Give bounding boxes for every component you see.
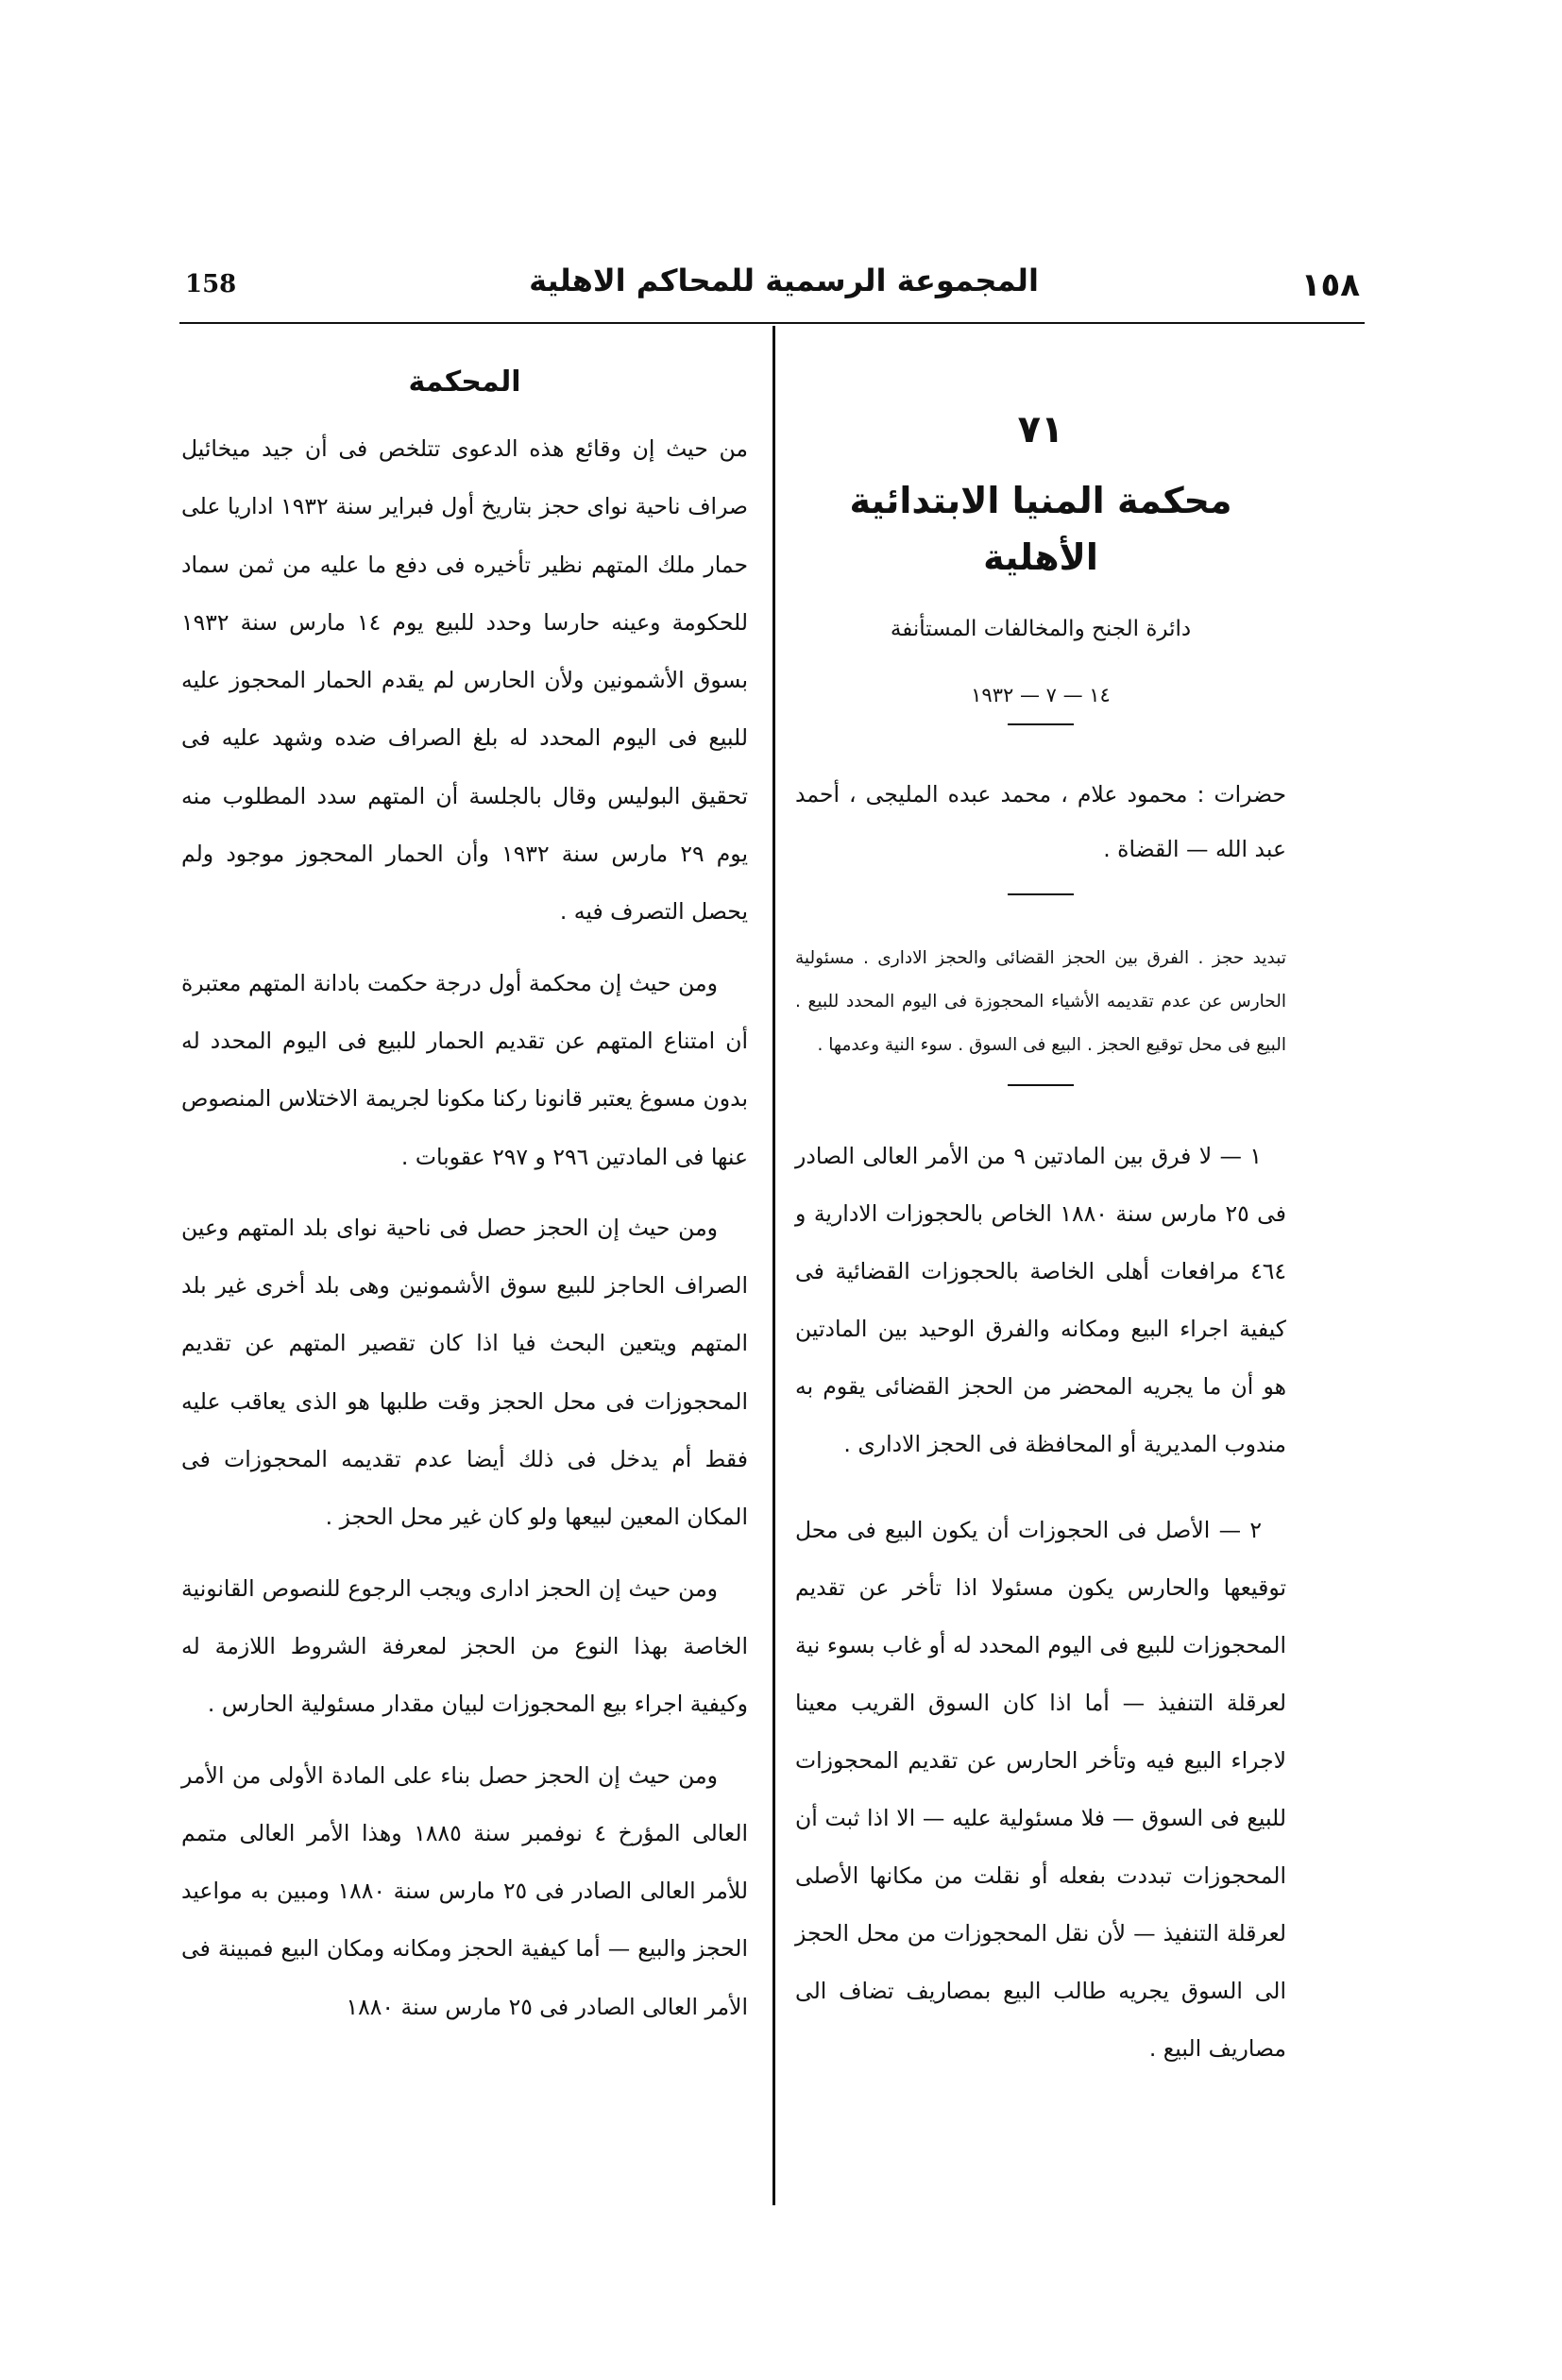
court-name: محكمة المنيا الابتدائية الأهلية <box>849 480 1232 578</box>
right-column <box>795 406 1286 2106</box>
divider <box>1008 1084 1074 1086</box>
legal-principle: ١ — لا فرق بين المادتين ٩ من الأمر العالى الصادر فى ٢٥ مارس سنة ١٨٨٠ الخاص بالحجوزات الادارية و ٤٦٤ مرافعات أهلى الخاصة بالحجوزات القضائية فى كيفية اجراء البيع ومكانه والفرق الوحيد بين المادتين هو أن ما يجريه المحضر من الحجز القضائى يقوم به مندوب المديرية أو المحافظة فى الحجز الادارى . <box>795 1143 1286 1457</box>
left-column <box>181 364 748 2049</box>
section-heading: المحكمة <box>408 366 521 399</box>
judges-list: حضرات : محمود علام ، محمد عبده المليجى ، أحمد عبد الله — القضاة . <box>795 781 1286 862</box>
header-rule <box>179 322 1365 324</box>
body-paragraph: من حيث إن وقائع هذه الدعوى تتلخص فى أن جيد ميخائيل صراف ناحية نواى حجز بتاريخ أول فبراير سنة ١٩٣٢ اداريا على حمار ملك المتهم نظير تأخيره فى دفع ما عليه من ثمن سماد للحكومة وعينه حارسا وحدد للبيع يوم ١٤ مارس سنة ١٩٣٢ بسوق الأشمونين ولأن الحارس لم يقدم الحمار المحجوز عليه للبيع فى اليوم المحدد له بلغ الصراف ضده وشهد عليه فى تحقيق البوليس وقال بالجلسة أن المتهم سدد المطلوب منه يوم ٢٩ مارس سنة ١٩٣٢ وأن الحمار المحجوز موجود ولم يحصل التصرف فيه . <box>181 435 748 926</box>
divider <box>1008 723 1074 725</box>
body-paragraph: ومن حيث إن محكمة أول درجة حكمت بادانة المتهم معتبرة أن امتناع المتهم عن تقديم الحمار للبيع فى اليوم المحدد له بدون مسوغ يعتبر قانونا ركنا مكونا لجريمة الاختلاس المنصوص عنها فى المادتين ٢٩٦ و ٢٩٧ عقوبات . <box>181 969 748 1170</box>
running-title: المجموعة الرسمية للمحاكم الاهلية <box>529 263 1039 298</box>
case-summary: تبديد حجز . الفرق بين الحجز القضائى والحجز الادارى . مسئولية الحارس عن عدم تقديمه الأشياء المحجوزة فى اليوم المحدد للبيع . البيع فى محل توقيع الحجز . البيع فى السوق . سوء النية وعدمها . <box>795 948 1286 1055</box>
case-number: ٧١ <box>1017 408 1064 451</box>
body-paragraph: ومن حيث إن الحجز ادارى ويجب الرجوع للنصوص القانونية الخاصة بهذا النوع من الحجز لمعرفة الشروط اللازمة له وكيفية اجراء بيع المحجوزات لبيان مقدار مسئولية الحارس . <box>181 1574 748 1718</box>
body-paragraph: ومن حيث إن الحجز حصل فى ناحية نواى بلد المتهم وعين الصراف الحاجز للبيع سوق الأشمونين وهى بلد أخرى غير بلد المتهم ويتعين البحث فيا اذا كان تقصير المتهم عن تقديم المحجوزات فى محل الحجز وقت طلبها هو الذى يعاقب عليه فقط أم يدخل فى ذلك أيضا عدم تقديمه المحجوزات فى المكان المعين لبيعها ولو كان غير محل الحجز . <box>181 1214 748 1531</box>
body-paragraph: ومن حيث إن الحجز حصل بناء على المادة الأولى من الأمر العالى المؤرخ ٤ نوفمبر سنة ١٨٨٥ وهذا الأمر العالى متمم للأمر العالى الصادر فى ٢٥ مارس سنة ١٨٨٠ ومبين به مواعيد الحجز والبيع — أما كيفية الحجز ومكانه ومكان البيع فمبينة فى الأمر العالى الصادر فى ٢٥ مارس سنة ١٨٨٠ <box>181 1761 749 2020</box>
column-divider <box>773 326 775 2205</box>
divider <box>1008 893 1074 895</box>
page-number-arabic: ١٥٨ <box>1300 266 1360 304</box>
case-date: ١٤ — ٧ — ١٩٣٢ <box>971 684 1111 706</box>
page-number-latin: 158 <box>185 270 237 298</box>
legal-principle: ٢ — الأصل فى الحجوزات أن يكون البيع فى محل توقيعها والحارس يكون مسئولا اذا تأخر عن تقديم المحجوزات للبيع فى اليوم المحدد له أو غاب بسوء نية لعرقلة التنفيذ — أما اذا كان السوق القريب معينا لاجراء البيع فيه وتأخر الحارس عن تقديم المحجوزات للبيع فى السوق — فلا مسئولية عليه — الا اذا ثبت أن المحجوزات تبددت بفعله أو نقلت من مكانها الأصلى لعرقلة التنفيذ — لأن نقل المحجوزات من محل الحجز الى السوق يجريه طالب البيع بمصاريف تضاف الى مصاريف البيع . <box>795 1517 1286 2062</box>
court-division: دائرة الجنح والمخالفات المستأنفة <box>890 617 1192 641</box>
